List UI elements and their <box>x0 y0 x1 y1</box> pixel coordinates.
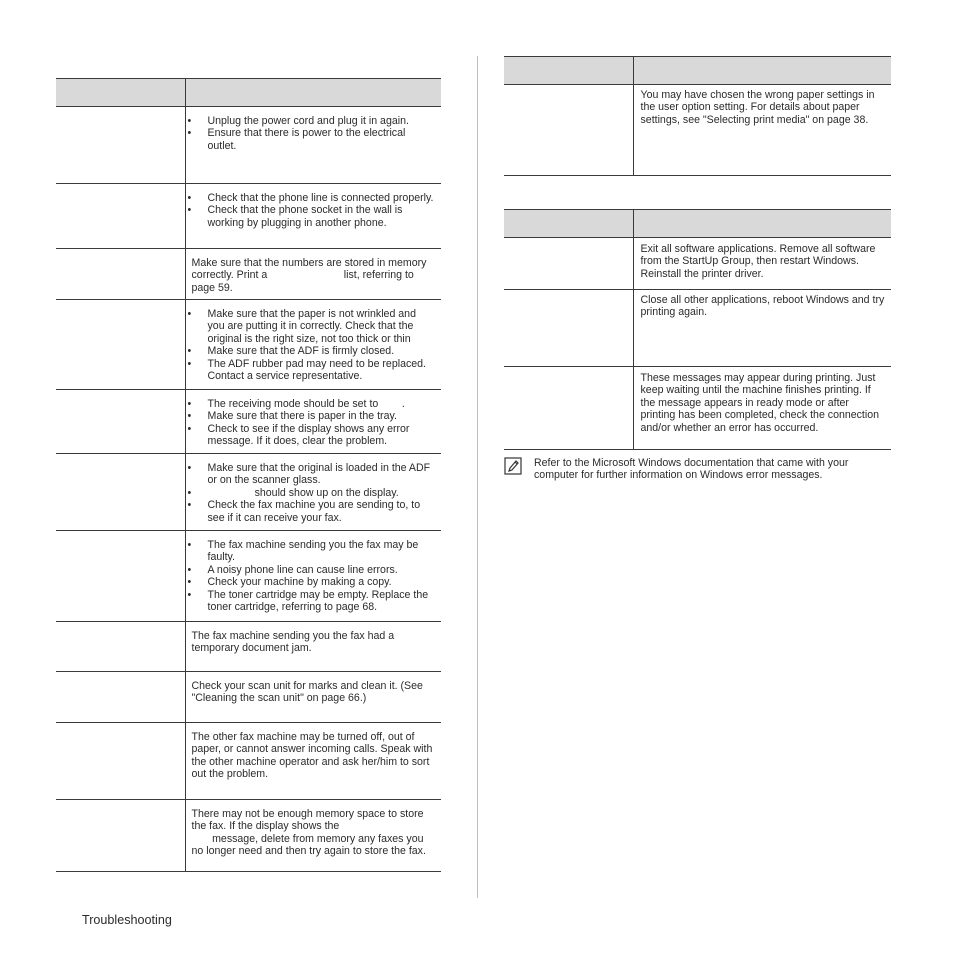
condition-cell <box>56 800 185 872</box>
condition-header <box>504 57 633 85</box>
print-media-problems-table <box>504 56 891 176</box>
solution-cell <box>185 184 441 249</box>
table-row <box>56 184 441 249</box>
solution-cell: Close all other applications, reboot Windows and try printing again. <box>633 290 891 367</box>
solution-cell <box>185 531 441 622</box>
solution-bullet: • The receiving mode should be set to . <box>186 398 436 410</box>
windows-problems-table <box>504 209 891 450</box>
condition-cell <box>56 672 185 723</box>
solution-cell: Check your scan unit for marks and clean it. (See "Cleaning the scan unit" on page 66.) <box>185 672 441 723</box>
solution-bullet: • Make sure that the ADF is firmly closed. <box>186 345 436 357</box>
solution-cell: Make sure that the numbers are stored in memory correctly. Print a list, referring to page 59. <box>185 249 441 300</box>
table-row <box>56 800 441 872</box>
solution-header <box>633 210 891 238</box>
solution-bullet: • Check your machine by making a copy. <box>186 576 436 588</box>
condition-cell <box>504 238 633 290</box>
note-text: Refer to the Microsoft Windows documentation that came with your computer for further information on Windows error messages. <box>534 457 849 482</box>
condition-cell <box>56 107 185 184</box>
solution-bullet: • Ensure that there is power to the electrical outlet. <box>186 127 436 152</box>
condition-cell <box>56 300 185 390</box>
table-header-row <box>504 210 891 238</box>
table-row <box>504 367 891 450</box>
table-row <box>56 390 441 454</box>
solution-bullet: • should show up on the display. <box>186 487 436 499</box>
solution-cell <box>185 300 441 390</box>
condition-cell <box>56 184 185 249</box>
solution-bullet: • The ADF rubber pad may need to be replaced. Contact a service representative. <box>186 358 436 383</box>
table-row <box>56 622 441 672</box>
solution-cell <box>185 390 441 454</box>
table-row <box>56 531 441 622</box>
table-row <box>56 300 441 390</box>
table-row <box>504 238 891 290</box>
solution-cell: Exit all software applications. Remove all software from the StartUp Group, then restart Windows. Reinstall the printer driver. <box>633 238 891 290</box>
solution-bullet: • Make sure that there is paper in the tray. <box>186 410 436 422</box>
condition-cell <box>56 249 185 300</box>
condition-cell <box>56 622 185 672</box>
solution-bullet: • Unplug the power cord and plug it in again. <box>186 115 436 127</box>
note-pencil-icon <box>504 457 522 475</box>
solution-cell <box>185 107 441 184</box>
table-row <box>504 290 891 367</box>
table-row <box>56 454 441 531</box>
solution-cell: There may not be enough memory space to store the fax. If the display shows the message, delete from memory any faxes you no longer need and then try again to store the fax. <box>185 800 441 872</box>
condition-cell <box>56 454 185 531</box>
solution-header <box>633 57 891 85</box>
solution-bullet: • The fax machine sending you the fax may be faulty. <box>186 539 436 564</box>
table-row <box>56 723 441 800</box>
page-footer-label: Troubleshooting <box>82 913 172 927</box>
solution-cell: You may have chosen the wrong paper settings in the user option setting. For details about paper settings, see "Selecting print media" on page 38. <box>633 85 891 176</box>
condition-cell <box>504 290 633 367</box>
table-row <box>56 672 441 723</box>
solution-cell: The other fax machine may be turned off, out of paper, or cannot answer incoming calls. Speak with the other machine operator and ask her/him to sort out the problem. <box>185 723 441 800</box>
solution-bullet: • Make sure that the paper is not wrinkled and you are putting it in correctly. Check that the original is the right size, not too thick or thin <box>186 308 436 345</box>
condition-cell <box>56 531 185 622</box>
solution-cell: These messages may appear during printing. Just keep waiting until the machine finishes printing. If the message appears in ready mode or after printing has been completed, check the connection and/or whether an error has occurred. <box>633 367 891 450</box>
table-header-row <box>504 57 891 85</box>
column-divider <box>477 56 478 898</box>
solution-header <box>185 79 441 107</box>
solution-bullet: • Check the fax machine you are sending to, to see if it can receive your fax. <box>186 499 436 524</box>
solution-bullet: • Make sure that the original is loaded in the ADF or on the scanner glass. <box>186 462 436 487</box>
condition-header <box>504 210 633 238</box>
solution-bullet: • Check that the phone socket in the wall is working by plugging in another phone. <box>186 204 436 229</box>
solution-cell <box>185 454 441 531</box>
condition-cell <box>504 367 633 450</box>
solution-bullet: • The toner cartridge may be empty. Replace the toner cartridge, referring to page 68. <box>186 589 436 614</box>
table-row <box>56 107 441 184</box>
condition-cell <box>504 85 633 176</box>
condition-cell <box>56 390 185 454</box>
table-row <box>504 85 891 176</box>
solution-cell: The fax machine sending you the fax had a temporary document jam. <box>185 622 441 672</box>
table-row <box>56 249 441 300</box>
condition-cell <box>56 723 185 800</box>
solution-bullet: • Check to see if the display shows any error message. If it does, clear the problem. <box>186 423 436 448</box>
condition-header <box>56 79 185 107</box>
fax-problems-table <box>56 78 441 872</box>
solution-bullet: • A noisy phone line can cause line errors. <box>186 564 436 576</box>
solution-bullet: • Check that the phone line is connected properly. <box>186 192 436 204</box>
table-header-row <box>56 79 441 107</box>
